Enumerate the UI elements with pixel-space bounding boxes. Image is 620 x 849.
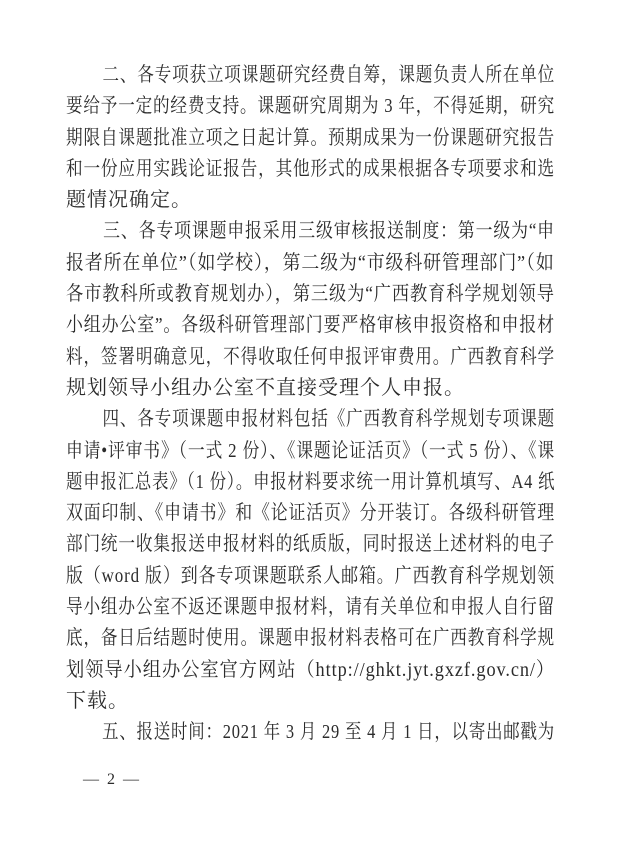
text-line: 各市教科所或教育规划办），第三级为“广西教育科学规划领导	[66, 283, 555, 306]
text-line: 二、各专项获立项课题研究经费自筹，课题负责人所在单位	[102, 64, 555, 86]
text-line: 期限自课题批准立项之日起计算。预期成果为一份课题研究报告	[66, 126, 555, 149]
paragraph-三	[66, 216, 555, 404]
text-line: 和一份应用实践论证报告，其他形式的成果根据各专项要求和选	[66, 157, 555, 180]
text-line: 小组办公室”。各级科研管理部门要严格审核申报资格和申报材	[66, 314, 555, 337]
text-line: 三、各专项课题申报采用三级审核报送制度：第一级为“申	[103, 220, 555, 243]
text-line: 规划领导小组办公室不直接受理个人申报。	[66, 376, 465, 399]
paragraph-二	[66, 60, 555, 216]
text-line: 题情况确定。	[66, 189, 192, 212]
text-line: 报者所在单位”（如学校），第二级为“市级科研管理部门”（如	[66, 251, 555, 274]
paragraph-四	[66, 404, 555, 717]
text-line: 部门统一收集报送申报材料的纸质版，同时报送上述材料的电子	[66, 533, 555, 556]
text-line: 版（word 版）到各专项课题联系人邮箱。广西教育科学规划领	[66, 564, 556, 587]
text-line: 五、报送时间：2021 年 3 月 29 至 4 月 1 日，以寄出邮戳为	[102, 721, 555, 744]
page-number: — 2 —	[83, 771, 141, 788]
text-line: 双面印制、《申请书》和《论证活页》分开装订。各级科研管理	[66, 502, 555, 525]
text-line: 要给予一定的经费支持。课题研究周期为 3 年，不得延期，研究	[66, 95, 555, 118]
text-line: 底，备日后结题时使用。课题申报材料表格可在广西教育科学规	[66, 627, 555, 650]
text-line: 题申报汇总表》（1 份）。申报材料要求统一用计算机填写、A4 纸	[66, 470, 556, 493]
document-text	[66, 60, 555, 749]
paragraph-五	[66, 717, 555, 748]
text-line: 申请•评审书》（一式 2 份）、《课题论证活页》（一式 5 份）、《课	[66, 439, 556, 462]
text-line: 下载。	[66, 689, 129, 712]
text-line: 导小组办公室不返还课题申报材料，请有关单位和申报人自行留	[66, 596, 555, 619]
text-line: 划领导小组办公室官方网站（http://ghkt.jyt.gxzf.gov.cn/）	[66, 658, 556, 681]
text-line: 四、各专项课题申报材料包括《广西教育科学规划专项课题	[102, 408, 555, 431]
text-line: 料，签署明确意见，不得收取任何申报评审费用。广西教育科学	[66, 345, 555, 368]
